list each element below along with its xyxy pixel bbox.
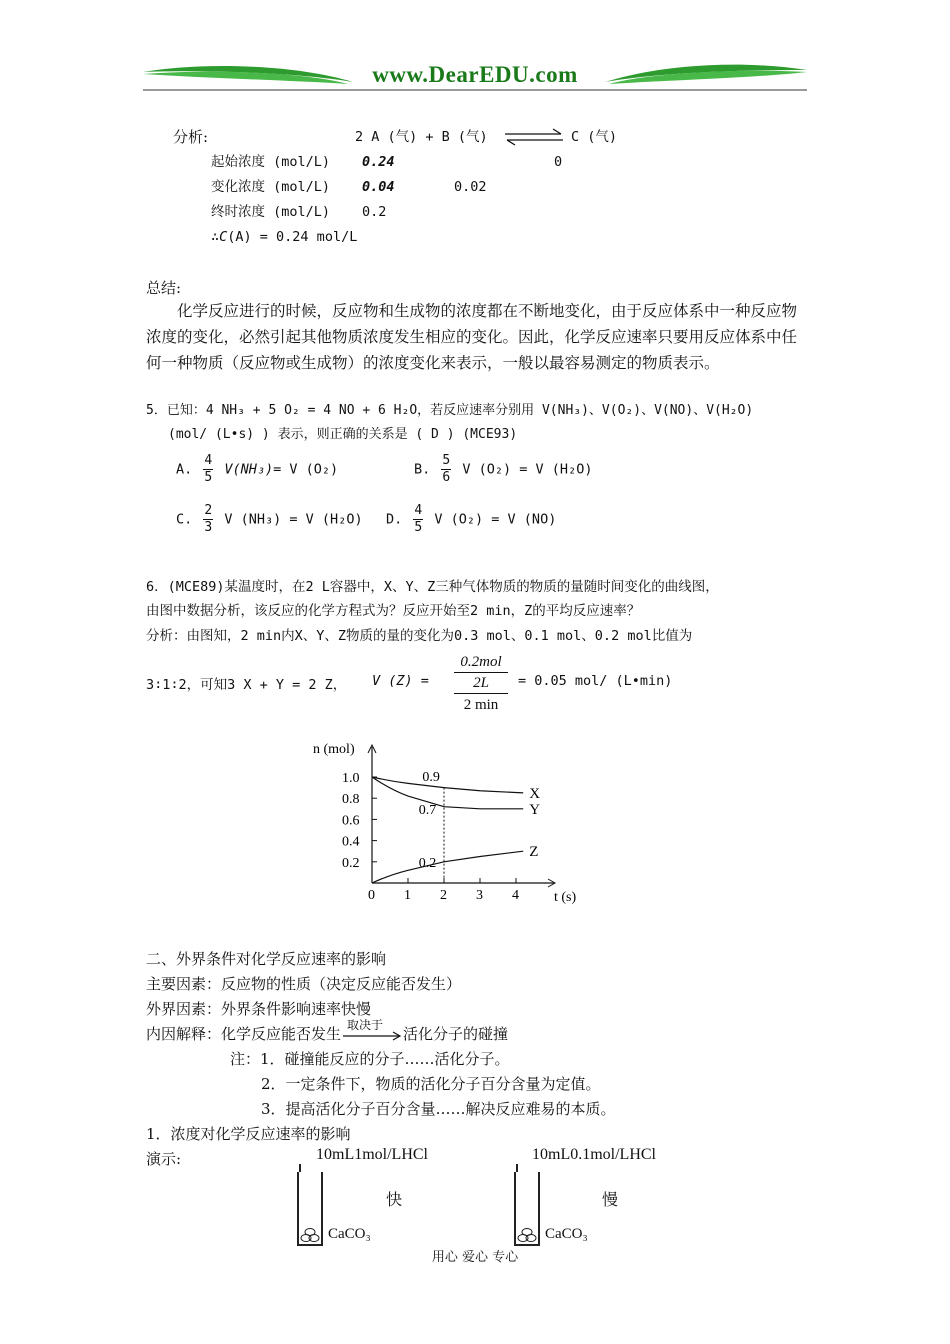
section2-title: 二、外界条件对化学反应速率的影响 — [146, 950, 387, 968]
q5-line1: 5．已知：4 NH₃ + 5 O₂ = 4 NO + 6 H₂O，若反应速率分别用 V(NH₃)、V(O₂)、V(NO)、V(H₂O) — [146, 403, 754, 418]
analysis-label: 分析: — [173, 128, 209, 146]
right-arrow-icon — [341, 1024, 403, 1044]
summary-text: 化学反应进行的时候，反应物和生成物的浓度都在不断地变化，由于反应体系中一种反应物浓度的变化，必然引起其他物质浓度发生相应的变化。因此，化学反应速率只要用反应体系中任何一种物质（反应物或生成物）的浓度变化来表示，一般以最容易测定的物质表示。 — [146, 302, 798, 372]
q6-line1: 6．(MCE89)某温度时，在2 L容器中，X、Y、Z三种气体物质的物质的量随时间变化的曲线图， — [146, 579, 719, 595]
x-tick-label: 0 — [368, 888, 375, 903]
calcium-carbonate-icon — [516, 1227, 538, 1243]
note-1: 注：1．碰撞能反应的分子……活化分子。 — [230, 1050, 510, 1068]
x-tick-label: 2 — [440, 888, 447, 903]
analysis-conclusion: ∴C(A) = 0.24 mol/L — [211, 229, 358, 245]
series-label-x: X — [529, 785, 541, 802]
q5-option-b[interactable]: B. $\frac{5}{6}$ V (O₂) = V (H₂O) — [414, 453, 593, 485]
row-final-a: 0.2 — [362, 204, 387, 220]
series-label-z: Z — [529, 844, 539, 861]
row-final-label: 终时浓度 (mol/L) — [211, 204, 331, 220]
annotation-label: 0.9 — [422, 770, 440, 786]
tube2-label: 10mL0.1mol/LHCl — [532, 1146, 656, 1163]
y-tick-label: 1.0 — [342, 771, 360, 786]
external-factor: 外界因素：外界条件影响速率快慢 — [146, 1000, 372, 1018]
annotation-label: 0.2 — [418, 856, 437, 872]
series-label-y: Y — [529, 801, 541, 818]
equation-left: 2 A (气) + B (气) — [355, 129, 488, 145]
q6-line2: 由图中数据分析，该反应的化学方程式为？反应开始至2 min，Z的平均反应速率？ — [146, 603, 641, 619]
internal-explanation: 内因解释：化学反应能否发生 取决于 活化分子的碰撞 — [146, 1024, 508, 1044]
row-change-b: 0.02 — [454, 179, 487, 195]
y-tick-label: 0.2 — [342, 855, 360, 871]
note-2: 2．一定条件下，物质的活化分子百分含量为定值。 — [261, 1075, 601, 1093]
q5-option-a[interactable]: A. $\frac{4}{5}$ V(NH₃)= V (O₂) — [176, 453, 339, 485]
annotation-label: 0.7 — [418, 803, 437, 819]
row-initial-label: 起始浓度 (mol/L) — [211, 154, 331, 170]
row-initial-a: 0.24 — [362, 154, 395, 170]
moles-time-chart — [300, 735, 610, 910]
equilibrium-arrow-icon — [503, 128, 565, 146]
tube1-speed: 快 — [386, 1190, 403, 1209]
test-tube-2 — [514, 1172, 540, 1246]
series-line-z — [372, 851, 523, 883]
site-logo: www.DearEDU.com — [372, 62, 578, 87]
x-tick-label: 1 — [404, 888, 411, 903]
q6-line3: 分析：由图知，2 min内X、Y、Z物质的量的变化为0.3 mol、0.1 mol、0.2 mol比值为 — [146, 628, 693, 644]
demo-label: 演示: — [146, 1150, 182, 1168]
q5-option-c[interactable]: C. $\frac{2}{3}$ V (NH₃) = V (H₂O) — [176, 503, 363, 535]
subsection-1: 1．浓度对化学反应速率的影响 — [146, 1125, 351, 1143]
main-factor: 主要因素：反应物的性质（决定反应能否发生） — [146, 975, 462, 993]
x-tick-label: 3 — [476, 888, 483, 903]
arrow-label: 取决于 — [347, 1018, 384, 1032]
q5-option-d[interactable]: D. $\frac{4}{5}$ V (O₂) = V (NO) — [386, 503, 557, 535]
tube1-solid: CaCO₃ — [328, 1226, 371, 1242]
y-tick-label: 0.4 — [342, 834, 360, 850]
summary-title: 总结: — [146, 279, 182, 297]
q6-fraction: 0.2mol 2L 2 min — [446, 652, 516, 716]
header-banner — [143, 60, 807, 94]
tube2-solid: CaCO₃ — [545, 1226, 588, 1242]
note-3: 3．提高活化分子百分含量……解决反应难易的本质。 — [261, 1100, 616, 1118]
y-tick-label: 0.6 — [342, 813, 360, 829]
calcium-carbonate-icon — [299, 1227, 321, 1243]
row-change-a: 0.04 — [362, 179, 395, 195]
row-initial-c: 0 — [554, 154, 563, 170]
footer-text: 用心 爱心 专心 — [431, 1250, 519, 1265]
test-tube-1 — [297, 1172, 323, 1246]
x-axis-label: t (s) — [554, 890, 577, 905]
row-change-label: 变化浓度 (mol/L) — [211, 179, 331, 195]
y-tick-label: 0.8 — [342, 792, 360, 808]
equation-right: C (气) — [571, 129, 618, 145]
tube2-speed: 慢 — [602, 1190, 619, 1209]
tube1-label: 10mL1mol/LHCl — [316, 1146, 428, 1163]
q5-line2: (mol/ (L•s) ) 表示，则正确的关系是 ( D ) (MCE93) — [168, 427, 518, 442]
x-tick-label: 4 — [512, 888, 519, 903]
y-axis-label: n (mol) — [313, 742, 355, 757]
